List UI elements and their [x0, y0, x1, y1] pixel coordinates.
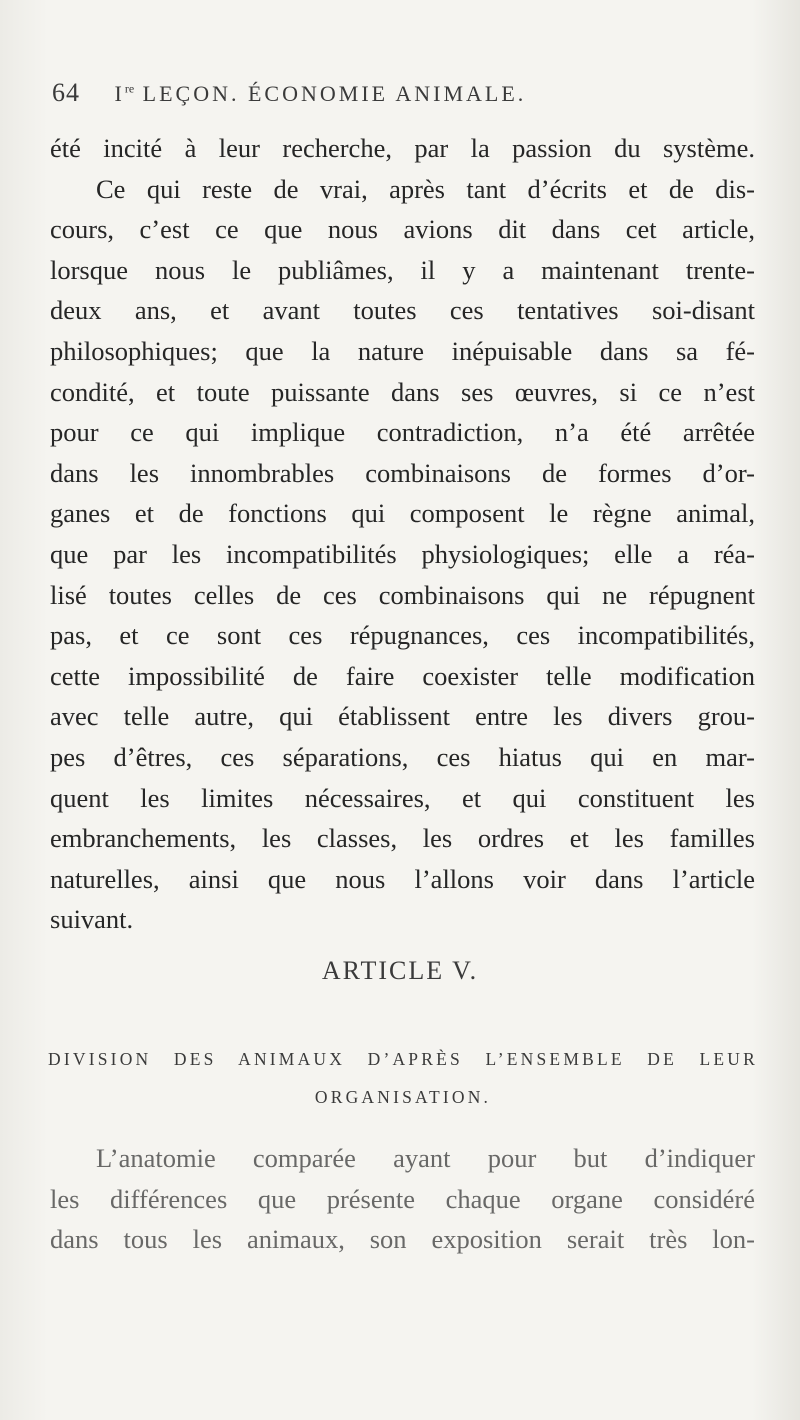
text-line: ganes et de fonctions qui composent le règne animal,	[50, 498, 755, 529]
text-line: lisé toutes celles de ces combinaisons qui ne répugnent	[50, 579, 755, 610]
text-line: pour ce qui implique contradiction, n’a été arrêtée	[50, 417, 755, 448]
subheading-line: ORGANISATION.	[314, 1087, 492, 1107]
text-line: cette impossibilité de faire coexister telle modification	[50, 660, 755, 691]
lecon-prefix: I	[114, 81, 125, 106]
paragraph-continuation	[50, 128, 755, 940]
text-line: cours, c’est ce que nous avions dit dans cet article,	[50, 214, 755, 245]
text-line: naturelles, ainsi que nous l’allons voir dans l’article	[50, 863, 755, 894]
text-line: été incité à leur recherche, par la passion du système.	[50, 133, 755, 163]
text-line: lorsque nous le publiâmes, il y a maintenant trente-	[50, 254, 755, 285]
running-title-text: LEÇON. ÉCONOMIE ANIMALE.	[134, 81, 527, 106]
text-line: les différences que présente chaque organe considéré	[50, 1183, 755, 1214]
text-line: pes d’êtres, ces séparations, ces hiatus qui en mar-	[50, 741, 755, 772]
running-title	[115, 81, 527, 106]
text-line: avec telle autre, qui établissent entre les divers grou-	[50, 701, 755, 732]
running-header	[52, 78, 752, 108]
paragraph-article-start	[50, 1138, 755, 1260]
text-line: L’anatomie comparée ayant pour but d’indiquer	[96, 1143, 755, 1173]
text-line: Ce qui reste de vrai, après tant d’écrits et de dis-	[96, 173, 755, 204]
text-line: suivant.	[50, 904, 134, 935]
text-line: deux ans, et avant toutes ces tentatives soi-disant	[50, 295, 755, 326]
text-line: pas, et ce sont ces répugnances, ces incompatibilités,	[50, 620, 755, 651]
subheading-line: DIVISION DES ANIMAUX D’APRÈS L’ENSEMBLE DE LEUR	[48, 1049, 758, 1069]
text-line: quent les limites nécessaires, et qui constituent les	[50, 782, 755, 813]
text-line: que par les incompatibilités physiologiques; elle a réa-	[50, 538, 755, 569]
text-line: dans les innombrables combinaisons de formes d’or-	[50, 457, 755, 488]
text-line: dans tous les animaux, son exposition serait très lon-	[50, 1224, 755, 1254]
article-subheading	[48, 1040, 758, 1116]
page-number: 64	[52, 78, 80, 107]
lecon-ordinal: re	[124, 81, 135, 96]
text-line: embranchements, les classes, les ordres et les familles	[50, 823, 755, 854]
text-line: condité, et toute puissante dans ses œuvres, si ce n’est	[50, 376, 755, 407]
text-line: philosophiques; que la nature inépuisable dans sa fé-	[50, 335, 755, 366]
article-heading: ARTICLE V.	[321, 956, 479, 985]
